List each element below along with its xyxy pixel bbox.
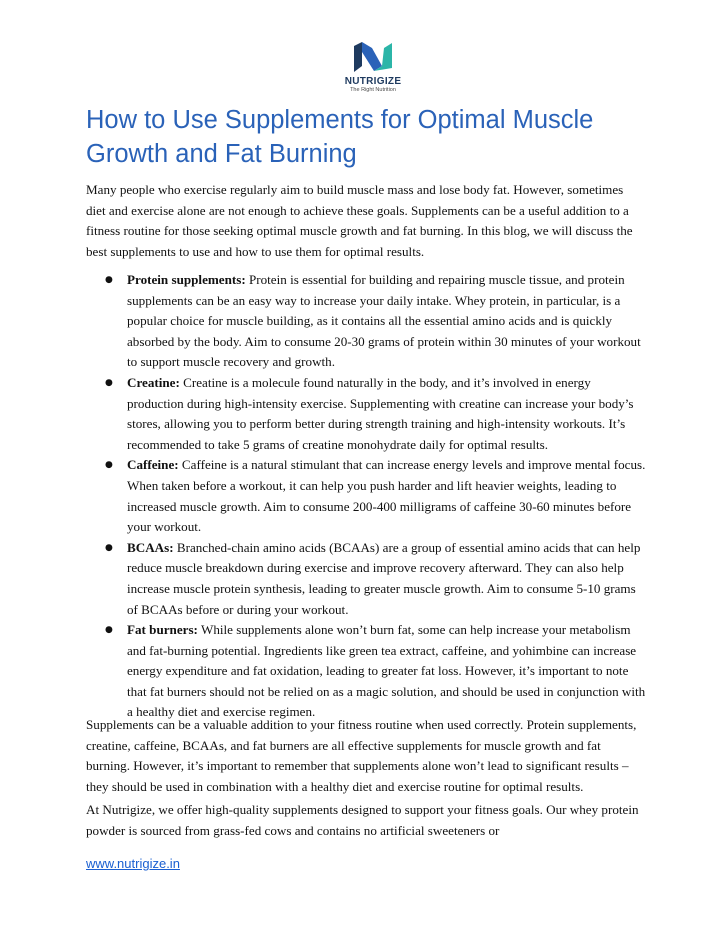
list-item [86,620,646,723]
brand-tagline: The Right Nutrition [350,87,396,93]
list-item-text: Caffeine is a natural stimulant that can increase energy levels and improve mental focus. When taken before a workout, it can help you push harder and lift heavier weights, leading to increased muscle growth. Aim to consume 200-400 milligrams of caffeine 30-60 minutes before your workout. [127,457,646,535]
bullet-icon: ● [105,275,113,285]
promo-paragraph: At Nutrigize, we offer high-quality supplements designed to support your fitness goals. Our whey protein powder is sourced from grass-fed cows and contains no artificial sweeteners or [86,802,639,838]
list-item-label: Caffeine: [127,457,179,473]
intro-paragraph: Many people who exercise regularly aim to build muscle mass and lose body fat. However, sometimes diet and exercise alone are not enough to achieve these goals. Supplements can be a useful addition to a fitness routine for those seeking optimal muscle growth and fat burning. In this blog, we will discuss the best supplements to use and how to use them for optimal results. [86,182,633,259]
bullet-icon: ● [105,460,113,471]
list-item-text: While supplements alone won’t burn fat, some can help increase your metabolism and fat-burning potential. Ingredients like green tea extract, caffeine, and yohimbine can increase energy expenditure and fat oxidation, leading to greater fat loss. However, it’s important to note that fat burners should not be relied on as a magic solution, and should be used in conjunction with a healthy diet and exercise regimen. [127,622,646,720]
list-item [86,455,646,537]
list-item [86,538,646,620]
list-item-text: Protein is essential for building and repairing muscle tissue, and protein supplements can be an easy way to increase your daily intake. Whey protein, in particular, is a popular choice for muscle building, as it contains all the essential amino acids and is quickly absorbed by the body. Aim to consume 20-30 grams of protein within 30 minutes of your workout to support muscle recovery and growth. [127,272,641,370]
list-item-label: BCAAs: [127,539,174,555]
n-monogram-logo-icon [350,40,396,74]
bullet-icon: ● [105,542,113,553]
list-item [86,270,646,373]
list-item-label: Fat burners: [127,622,198,638]
list-item-label: Creatine: [127,374,180,390]
bullet-icon: ● [105,377,113,388]
conclusion-paragraph: Supplements can be a valuable addition to your fitness routine when used correctly. Protein supplements, creatine, caffeine, BCAAs, and fat burners are all effective supplements for muscle growth and fat burning. However, it’s important to remember that supplements alone won’t lead to significant results – they should be used in combination with a healthy diet and exercise routine for optimal results. [86,717,637,794]
list-item-text: Creatine is a molecule found naturally in the body, and it’s involved in energy production during high-intensity exercise. Supplementing with creatine can increase your body’s stores, allowing you to perform better during strength training and high-intensity workouts. It’s recommended to take 5 grams of creatine monohydrate daily for optimal results. [127,374,634,452]
website-link[interactable]: www.nutrigize.in [86,856,180,871]
list-item [86,373,646,455]
bullet-icon: ● [105,625,113,636]
brand-logo [338,40,408,93]
brand-name: NUTRIGIZE [344,76,402,87]
list-item-text: Branched-chain amino acids (BCAAs) are a group of essential amino acids that can help reduce muscle breakdown during exercise and improve recovery afterward. They can also help increase muscle protein synthesis, leading to greater muscle growth. Aim to consume 5-10 grams of BCAAs before or during your workout. [127,539,641,617]
supplement-list [86,270,646,723]
list-item-label: Protein supplements: [127,272,246,287]
page-title: How to Use Supplements for Optimal Muscle Growth and Fat Burning [86,106,594,168]
